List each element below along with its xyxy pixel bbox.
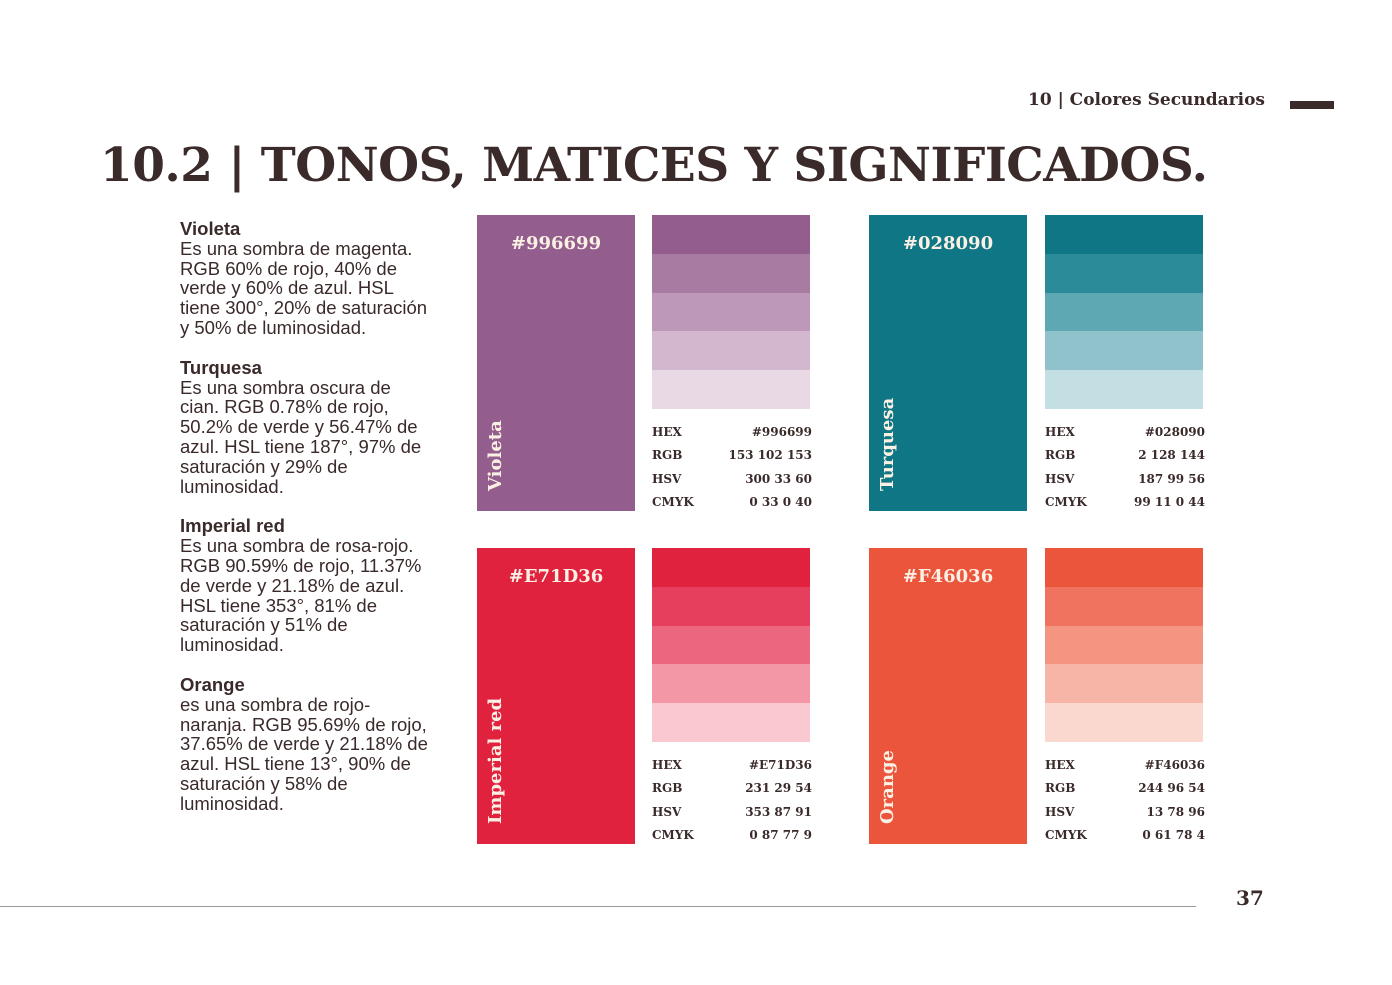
- info-row-hsv: [1045, 801, 1205, 824]
- info-label: HEX: [1045, 758, 1075, 772]
- section-bar: [1290, 101, 1334, 109]
- shade-1: [1045, 215, 1203, 254]
- info-label: HEX: [652, 758, 682, 772]
- info-row-cmyk: [1045, 491, 1205, 514]
- description-column: [180, 219, 430, 834]
- color-info-imperial-red: [652, 754, 812, 847]
- shades-orange: [1045, 548, 1203, 742]
- page-title: 10.2 | TONOS, MATICES Y SIGNIFICADOS.: [100, 138, 1208, 193]
- shade-4: [652, 331, 810, 370]
- info-value: 0 87 77 9: [749, 827, 812, 842]
- shade-1: [1045, 548, 1203, 587]
- shade-2: [652, 587, 810, 626]
- description-text: Es una sombra de magenta. RGB 60% de rojo, 40% de verde y 60% de azul. HSL tiene 300°, 20% de saturación y 50% de luminosidad.: [180, 237, 428, 338]
- info-label: CMYK: [652, 494, 694, 509]
- swatch-turquesa: [869, 215, 1027, 511]
- swatch-name: Turquesa: [877, 397, 898, 491]
- info-value: 244 96 54: [1138, 781, 1205, 796]
- shade-4: [652, 664, 810, 703]
- info-value: #996699: [751, 425, 812, 439]
- shade-5: [1045, 703, 1203, 742]
- info-value: 231 29 54: [745, 781, 812, 796]
- shade-5: [1045, 370, 1203, 409]
- info-row-hsv: [1045, 468, 1205, 491]
- info-label: HEX: [1045, 425, 1075, 439]
- page-number: 37: [1236, 886, 1264, 910]
- description-orange: [180, 675, 430, 814]
- info-row-cmyk: [1045, 824, 1205, 847]
- swatch-imperial-red: [477, 548, 635, 844]
- info-value: 0 33 0 40: [749, 494, 812, 509]
- color-info-violeta: [652, 421, 812, 514]
- swatch-name: Violeta: [485, 420, 506, 491]
- info-label: HEX: [652, 425, 682, 439]
- info-row-rgb: [1045, 777, 1205, 800]
- description-title: Imperial red: [180, 515, 285, 537]
- shade-4: [1045, 664, 1203, 703]
- info-row-hex: [652, 754, 812, 777]
- shade-3: [1045, 293, 1203, 332]
- color-info-turquesa: [1045, 421, 1205, 514]
- info-label: RGB: [652, 448, 683, 463]
- info-label: HSV: [652, 471, 682, 486]
- info-label: CMYK: [1045, 494, 1087, 509]
- shade-5: [652, 370, 810, 409]
- info-row-rgb: [652, 777, 812, 800]
- shade-4: [1045, 331, 1203, 370]
- info-label: RGB: [1045, 781, 1076, 796]
- info-row-cmyk: [652, 824, 812, 847]
- description-title: Violeta: [180, 218, 241, 239]
- info-value: #028090: [1144, 425, 1205, 439]
- shade-3: [1045, 626, 1203, 665]
- section-label: 10 | Colores Secundarios: [1028, 90, 1265, 110]
- info-label: CMYK: [652, 827, 694, 842]
- info-row-hex: [1045, 421, 1205, 444]
- info-value: 13 78 96: [1146, 804, 1205, 819]
- color-info-orange: [1045, 754, 1205, 847]
- shade-2: [1045, 254, 1203, 293]
- info-value: 353 87 91: [745, 804, 812, 819]
- info-value: #E71D36: [748, 758, 812, 772]
- info-row-hex: [652, 421, 812, 444]
- swatch-name: Orange: [877, 750, 898, 824]
- shade-3: [652, 626, 810, 665]
- description-title: Turquesa: [180, 356, 262, 378]
- swatch-violeta: [477, 215, 635, 511]
- info-value: 2 128 144: [1138, 448, 1205, 463]
- description-violeta: [180, 219, 430, 338]
- info-row-cmyk: [652, 491, 812, 514]
- shade-1: [652, 548, 810, 587]
- info-value: #F46036: [1144, 758, 1205, 772]
- info-label: RGB: [652, 781, 683, 796]
- swatch-hex-label: #996699: [510, 233, 602, 254]
- description-text: Es una sombra oscura de cian. RGB 0.78% de rojo, 50.2% de verde y 56.47% de azul. HSL tiene 187°, 97% de saturación y 29% de luminosidad.: [180, 376, 422, 497]
- info-value: 0 61 78 4: [1142, 827, 1205, 842]
- info-value: 187 99 56: [1138, 471, 1205, 486]
- swatch-name: Imperial red: [485, 697, 506, 824]
- info-value: 153 102 153: [728, 448, 812, 463]
- shade-2: [652, 254, 810, 293]
- info-row-rgb: [652, 444, 812, 467]
- swatch-hex-label: #028090: [902, 233, 994, 254]
- description-turquesa: [180, 358, 430, 497]
- shade-2: [1045, 587, 1203, 626]
- info-label: RGB: [1045, 448, 1076, 463]
- info-label: HSV: [1045, 804, 1075, 819]
- shade-5: [652, 703, 810, 742]
- shades-violeta: [652, 215, 810, 409]
- info-row-rgb: [1045, 444, 1205, 467]
- info-row-hsv: [652, 801, 812, 824]
- description-imperial-red: [180, 516, 430, 655]
- description-text: Es una sombra de rosa-rojo. RGB 90.59% de rojo, 11.37% de verde y 21.18% de azul. HSL tiene 353°, 81% de saturación y 51% de luminosidad.: [180, 535, 422, 656]
- shade-3: [652, 293, 810, 332]
- swatch-hex-label: #F46036: [902, 566, 994, 587]
- info-value: 300 33 60: [745, 471, 812, 486]
- description-title: Orange: [180, 673, 245, 695]
- info-label: CMYK: [1045, 827, 1087, 842]
- shade-1: [652, 215, 810, 254]
- description-text: es una sombra de rojo-naranja. RGB 95.69% de rojo, 37.65% de verde y 21.18% de azul. HSL tiene 13°, 90% de saturación y 58% de luminosidad.: [180, 693, 428, 814]
- shades-turquesa: [1045, 215, 1203, 409]
- shades-imperial-red: [652, 548, 810, 742]
- footer-divider: [0, 906, 1196, 907]
- swatch-hex-label: #E71D36: [508, 566, 604, 587]
- info-value: 99 11 0 44: [1134, 494, 1205, 509]
- info-label: HSV: [652, 804, 682, 819]
- info-row-hsv: [652, 468, 812, 491]
- info-row-hex: [1045, 754, 1205, 777]
- swatch-orange: [869, 548, 1027, 844]
- info-label: HSV: [1045, 471, 1075, 486]
